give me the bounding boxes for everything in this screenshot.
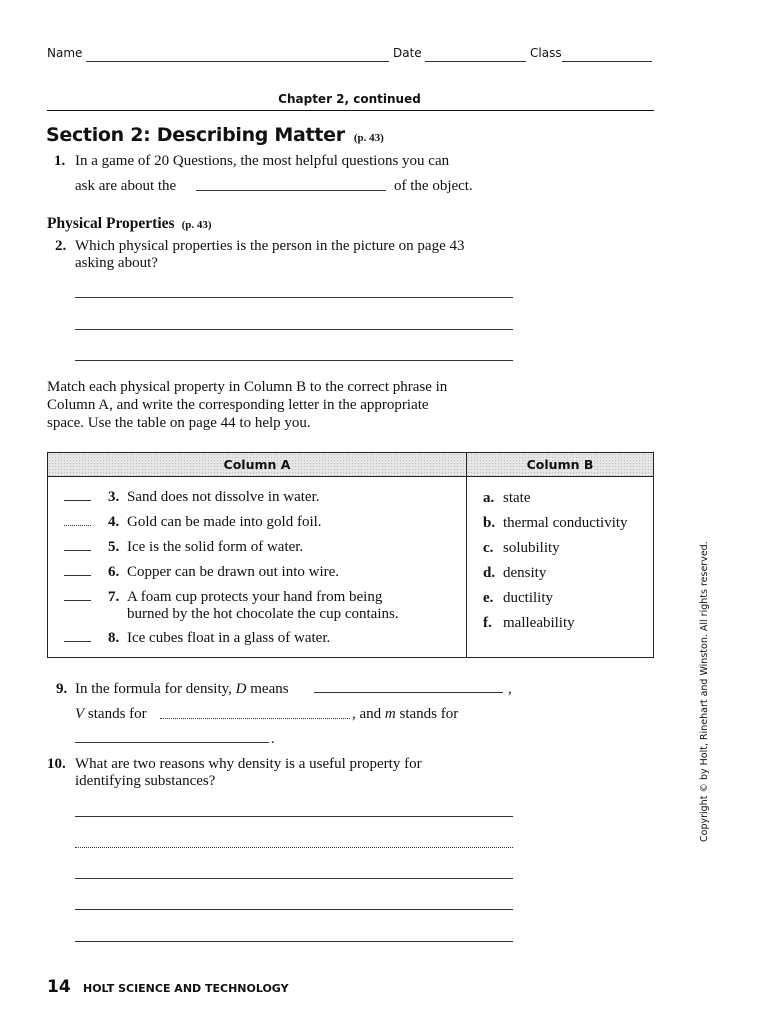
q10-answer-line[interactable] [75, 816, 513, 817]
option-text: state [503, 490, 531, 506]
instructions-line: Column A, and write the corresponding letter in the appropriate [47, 397, 429, 413]
answer-blank-3[interactable] [64, 500, 91, 501]
column-divider [466, 453, 467, 657]
column-b-header: Column B [526, 457, 594, 472]
section-page-ref: (p. 43) [353, 132, 384, 144]
answer-blank-7[interactable] [64, 600, 91, 601]
answer-blank-5[interactable] [64, 550, 91, 551]
option-letter: c. [483, 540, 494, 556]
q10-answer-line[interactable] [75, 847, 513, 848]
q9-v-blank[interactable] [160, 718, 350, 719]
name-field[interactable] [86, 61, 389, 62]
answer-blank-6[interactable] [64, 575, 91, 576]
q9-text: , and [352, 706, 382, 722]
item-number: 7. [108, 589, 120, 605]
answer-blank-8[interactable] [64, 641, 91, 642]
q10-answer-line[interactable] [75, 878, 513, 879]
q1-number: 1. [54, 153, 66, 169]
option-letter: b. [483, 515, 496, 531]
item-number: 6. [108, 564, 120, 580]
section-title: Section 2: Describing Matter [46, 124, 345, 146]
matching-table [47, 452, 654, 658]
option-letter: d. [483, 565, 496, 581]
item-text: A foam cup protects your hand from being [127, 589, 383, 605]
q9-line2-end [352, 705, 458, 723]
q10-line2: identifying substances? [75, 773, 216, 789]
q2-answer-line[interactable] [75, 360, 513, 361]
option-letter: a. [483, 490, 495, 506]
instructions-line: space. Use the table on page 44 to help you. [47, 415, 311, 431]
q9-line1 [75, 680, 289, 698]
q2-number: 2. [55, 238, 67, 254]
q9-text: stands for [87, 706, 147, 722]
publisher-footer: HOLT SCIENCE AND TECHNOLOGY [83, 982, 289, 995]
option-text: malleability [503, 615, 575, 631]
name-label: Name [47, 46, 83, 60]
q9-line2 [75, 705, 147, 723]
q2-line2: asking about? [75, 255, 158, 271]
q2-answer-line[interactable] [75, 329, 513, 330]
q9-m-blank[interactable] [75, 742, 269, 743]
item-number: 8. [108, 630, 120, 646]
q9-text: stands for [399, 706, 459, 722]
instructions-line: Match each physical property in Column B to the correct phrase in [47, 379, 448, 395]
q9-text: In the formula for density, [75, 681, 232, 697]
option-letter: f. [483, 615, 492, 631]
q2-line1: Which physical properties is the person in the picture on page 43 [75, 238, 465, 254]
option-text: density [503, 565, 547, 581]
item-number: 4. [108, 514, 120, 530]
q2-answer-line[interactable] [75, 297, 513, 298]
page-number: 14 [47, 977, 71, 997]
q1-line2-post: of the object. [394, 178, 473, 194]
item-text: Ice cubes float in a glass of water. [127, 630, 331, 646]
physical-page-ref: (p. 43) [181, 219, 212, 231]
q1-line1: In a game of 20 Questions, the most helpful questions you can [75, 153, 450, 169]
option-letter: e. [483, 590, 494, 606]
q9-period: . [271, 731, 275, 747]
item-text: Ice is the solid form of water. [127, 539, 304, 555]
column-a-header-cell [48, 453, 466, 477]
item-number: 3. [108, 489, 120, 505]
physical-properties-heading-block [47, 215, 212, 233]
item-text: burned by the hot chocolate the cup contains. [127, 606, 399, 622]
column-a-header: Column A [223, 457, 291, 472]
item-text: Copper can be drawn out into wire. [127, 564, 340, 580]
q9-comma: , [508, 681, 512, 697]
q9-var-v: V [75, 706, 85, 722]
section-title-block [46, 124, 384, 146]
physical-properties-heading: Physical Properties [47, 215, 175, 232]
chapter-heading: Chapter 2, continued [278, 92, 421, 106]
answer-blank-4[interactable] [64, 525, 91, 526]
item-text: Gold can be made into gold foil. [127, 514, 322, 530]
q9-number: 9. [56, 681, 68, 697]
q1-answer-blank[interactable] [196, 190, 386, 191]
q9-text: means [250, 681, 289, 697]
option-text: ductility [503, 590, 553, 606]
q10-line1: What are two reasons why density is a useful property for [75, 756, 422, 772]
item-text: Sand does not dissolve in water. [127, 489, 320, 505]
column-b-header-cell [467, 453, 653, 477]
q10-answer-line[interactable] [75, 941, 513, 942]
copyright-notice: Copyright © by Holt, Rinehart and Winston. All rights reserved. [699, 541, 710, 842]
item-number: 5. [108, 539, 120, 555]
q9-var-d: D [235, 681, 247, 697]
option-text: solubility [503, 540, 560, 556]
option-text: thermal conductivity [503, 515, 628, 531]
class-field[interactable] [562, 61, 652, 62]
date-label: Date [393, 46, 422, 60]
q10-number: 10. [47, 756, 66, 772]
q9-var-m: m [384, 706, 396, 722]
header-rule [47, 110, 654, 111]
class-label: Class [530, 46, 562, 60]
q1-line2-pre: ask are about the [75, 178, 177, 194]
q10-answer-line[interactable] [75, 909, 513, 910]
date-field[interactable] [425, 61, 526, 62]
q9-d-blank[interactable] [314, 692, 503, 693]
